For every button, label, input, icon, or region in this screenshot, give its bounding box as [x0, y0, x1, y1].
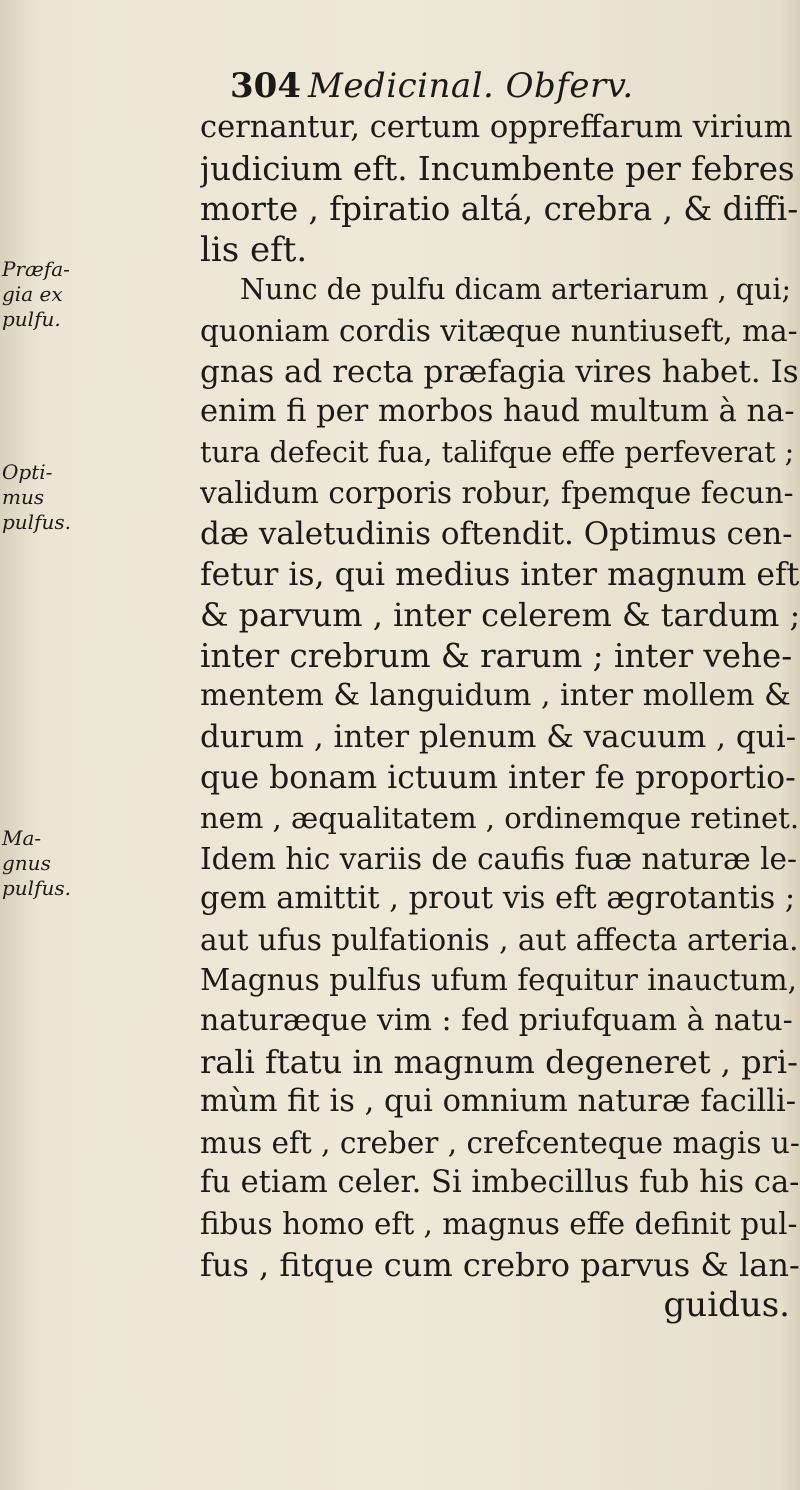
- text-line: Nunc de pulfu dicam arteriarum , qui;: [240, 273, 792, 307]
- text-line: fus , fitque cum crebro parvus & lan-: [200, 1245, 800, 1284]
- text-line: lis eft.: [200, 229, 308, 270]
- catchword: guidus.: [663, 1285, 790, 1326]
- margin-note-magnus: [2, 826, 122, 901]
- text-line: morte , fpiratio altá, crebra , & diffi-: [200, 190, 799, 229]
- running-title: Medicinal. Obferv.: [308, 66, 634, 106]
- text-line: gem amittit , prout vis eft ægrotantis ;: [200, 881, 796, 917]
- margin-note-line: gnus: [2, 851, 51, 875]
- text-line: inter crebrum & rarum ; inter vehe-: [200, 636, 793, 675]
- margin-note-line: mus: [2, 485, 45, 509]
- text-line: fu etiam celer. Si imbecillus fub his ca-: [200, 1165, 800, 1201]
- text-line: mùm fit is , qui omnium naturæ facilli-: [200, 1084, 797, 1120]
- margin-note-line: Præfa-: [2, 257, 70, 281]
- text-line: quoniam cordis vitæque nuntiuseft, ma-: [200, 313, 798, 348]
- text-line: aut ufus pulfationis , aut affecta arteria.: [200, 922, 799, 957]
- text-line: judicium eft. Incumbente per febres: [200, 149, 795, 188]
- text-line: mus eft , creber , crefcenteque magis u-: [200, 1125, 800, 1160]
- margin-note-line: Ma-: [2, 826, 42, 850]
- text-line: gnas ad recta præfagia vires habet. Is: [200, 353, 799, 390]
- margin-note-line: gia ex: [2, 282, 63, 306]
- text-line: durum , inter plenum & vacuum , qui-: [200, 718, 797, 755]
- text-line: fibus homo eft , magnus effe definit pul-: [200, 1207, 798, 1242]
- page-header: [230, 64, 790, 108]
- margin-note-optimus: [2, 460, 122, 535]
- text-line: enim fi per morbos haud multum à na-: [200, 394, 795, 430]
- margin-note-line: Opti-: [2, 460, 53, 484]
- text-line: tura defecit fua, talifque effe perfeverat ;: [200, 435, 795, 469]
- text-line: Magnus pulfus ufum fequitur inauctum,: [200, 963, 797, 998]
- text-line: dæ valetudinis oftendit. Optimus cen-: [200, 515, 793, 552]
- margin-note-line: pulfus.: [2, 876, 71, 900]
- text-line: nem , æqualitatem , ordinemque retinet.: [200, 801, 800, 836]
- text-line: rali ftatu in magnum degeneret , pri-: [200, 1042, 798, 1081]
- text-line: naturæque vim : fed priufquam à natu-: [200, 1003, 793, 1039]
- text-line: que bonam ictuum inter fe proportio-: [200, 759, 796, 796]
- margin-note-praesagia: [2, 257, 122, 332]
- text-line: cernantur, certum oppreffarum virium: [200, 110, 793, 145]
- text-line: validum corporis robur, fpemque fecun-: [200, 476, 794, 511]
- page-number: 304: [230, 66, 301, 106]
- margin-note-line: pulfus.: [2, 510, 71, 534]
- text-line: mentem & languidum , inter mollem &: [200, 678, 791, 714]
- text-line: & parvum , inter celerem & tardum ;: [200, 596, 800, 635]
- body-text: [200, 108, 800, 1326]
- margin-note-line: pulfu.: [2, 307, 61, 331]
- text-line: Idem hic variis de caufis fuæ naturæ le-: [200, 841, 797, 876]
- text-line: fetur is, qui medius inter magnum eft: [200, 556, 800, 593]
